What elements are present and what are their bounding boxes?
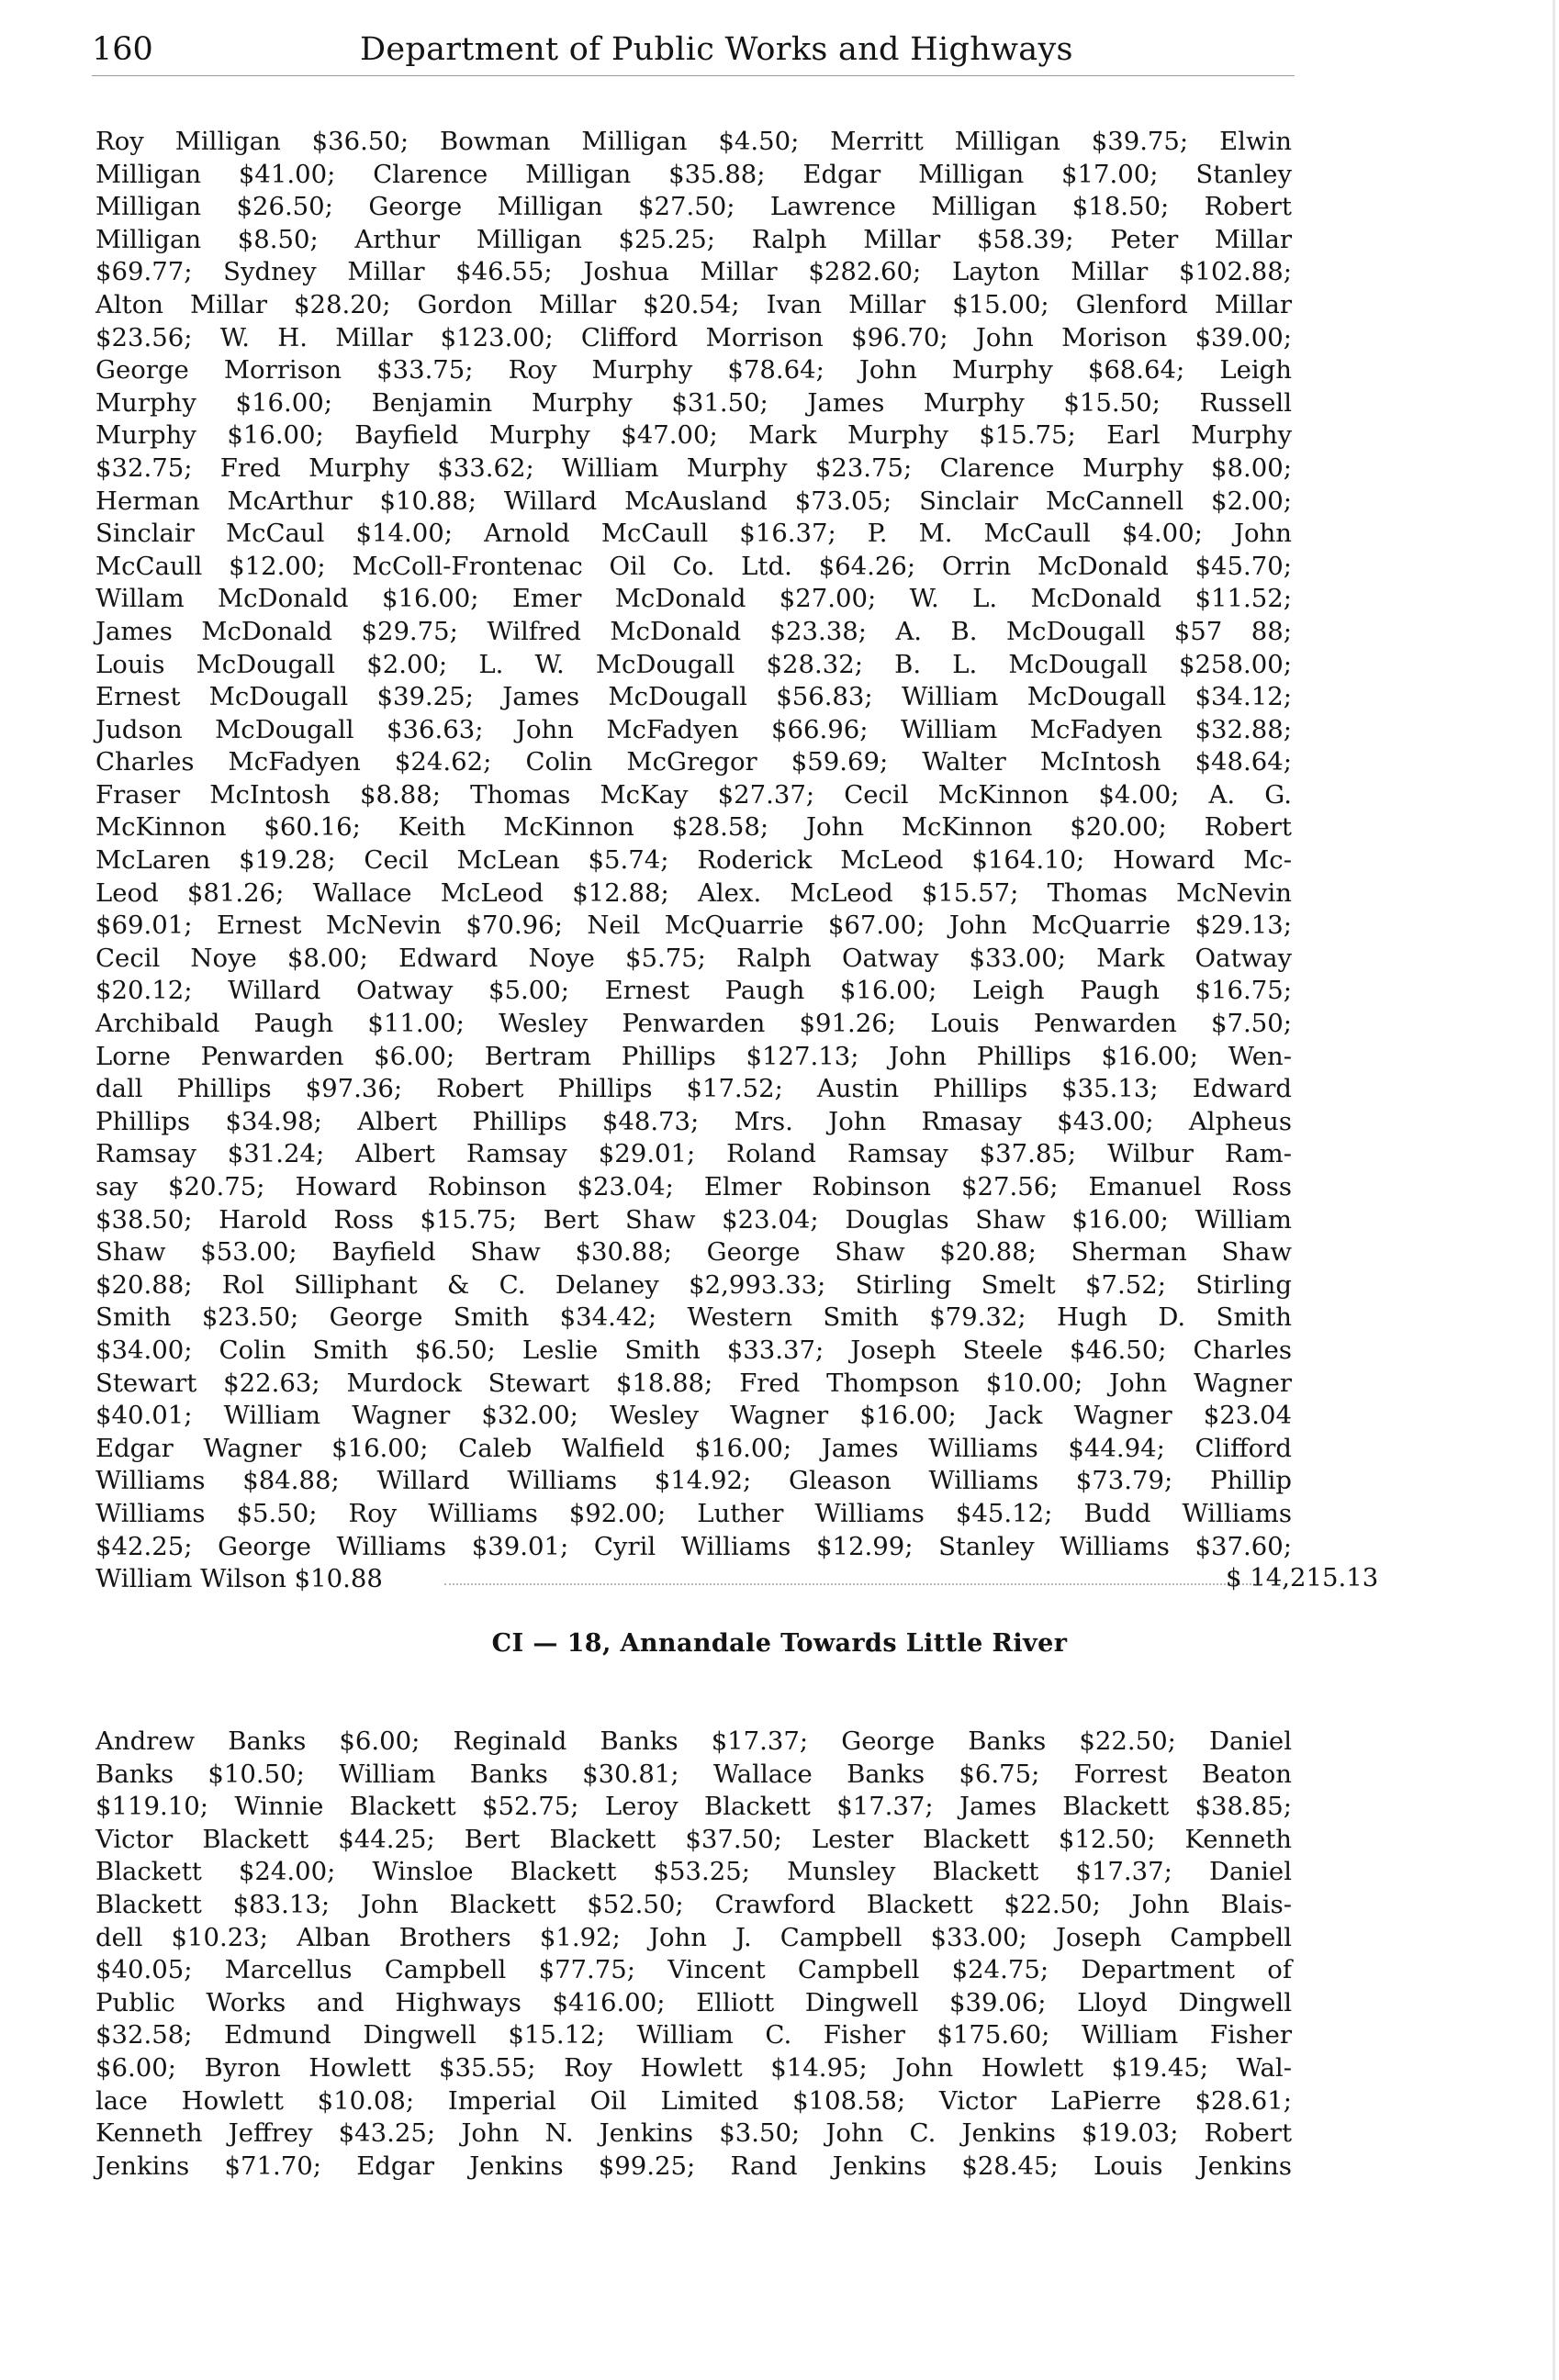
section-1-text-line: Milligan $26.50; George Milligan $27.50; Lawrence Milligan $18.50; Robert [95,192,1292,222]
section-1-text-line: McKinnon $60.16; Keith McKinnon $28.58; John McKinnon $20.00; Robert [95,812,1292,843]
section-1-text-line: Phillips $34.98; Albert Phillips $48.73; Mrs. John Rmasay $43.00; Alpheus [95,1106,1292,1136]
section-1-text-line: Sinclair McCaul $14.00; Arnold McCaull $16.37; P. M. McCaull $4.00; John [95,519,1292,549]
payment-list-section-1 [95,126,1292,1596]
section-1-text-line: Murphy $16.00; Bayfield Murphy $47.00; Mark Murphy $15.75; Earl Murphy [95,420,1292,451]
section-1-text-line: Herman McArthur $10.88; Willard McAusland $73.05; Sinclair McCannell $2.00; [95,486,1292,516]
section-2-text-line: $32.58; Edmund Dingwell $15.12; William C. Fisher $175.60; William Fisher [95,2020,1292,2050]
section-1-text-line: McCaull $12.00; McColl-Frontenac Oil Co. Ltd. $64.26; Orrin McDonald $45.70; [95,551,1292,581]
section-1-text-line: Murphy $16.00; Benjamin Murphy $31.50; James Murphy $15.50; Russell [95,387,1292,418]
section-1-text-line: Lorne Penwarden $6.00; Bertram Phillips $127.13; John Phillips $16.00; Wen- [95,1041,1292,1071]
section-1-text-line: $34.00; Colin Smith $6.50; Leslie Smith $33.37; Joseph Steele $46.50; Charles [95,1335,1292,1365]
section-1-text-line: Alton Millar $28.20; Gordon Millar $20.54; Ivan Millar $15.00; Glenford Millar [95,289,1292,319]
section-1-text-line: say $20.75; Howard Robinson $23.04; Elmer Robinson $27.56; Emanuel Ross [95,1172,1292,1201]
section-1-text-line: Smith $23.50; George Smith $34.42; Western Smith $79.32; Hugh D. Smith [95,1302,1292,1333]
section-1-text-line: Archibald Paugh $11.00; Wesley Penwarden $91.26; Louis Penwarden $7.50; [95,1009,1292,1039]
section-1-text-line: $42.25; George Williams $39.01; Cyril Williams $12.99; Stanley Williams $37.60; [95,1531,1292,1561]
section-2-text-line: Jenkins $71.70; Edgar Jenkins $99.25; Rand Jenkins $28.45; Louis Jenkins [95,2151,1292,2181]
section-1-text-line: $69.01; Ernest McNevin $70.96; Neil McQuarrie $67.00; John McQuarrie $29.13; [95,911,1292,941]
section-2-text-line: Kenneth Jeffrey $43.25; John N. Jenkins $3.50; John C. Jenkins $19.03; Robert [95,2118,1292,2149]
section-1-text-line: $40.01; William Wagner $32.00; Wesley Wagner $16.00; Jack Wagner $23.04 [95,1401,1292,1431]
section-1-total: $ 14,215.13 [1226,1563,1379,1593]
section-1-text-line: Roy Milligan $36.50; Bowman Milligan $4.50; Merritt Milligan $39.75; Elwin [95,127,1292,156]
section-1-text-line: Ernest McDougall $39.25; James McDougall $56.83; William McDougall $34.12; [95,682,1292,712]
section-2-text-line: Public Works and Highways $416.00; Elliott Dingwell $39.06; Lloyd Dingwell [95,1987,1292,2017]
section-2-text-line: Banks $10.50; William Banks $30.81; Wallace Banks $6.75; Forrest Beaton [95,1759,1292,1789]
section-2-text-line: $40.05; Marcellus Campbell $77.75; Vincent Campbell $24.75; Department of [95,1955,1292,1985]
section-2-text-line: dell $10.23; Alban Brothers $1.92; John J. Campbell $33.00; Joseph Campbell [95,1922,1292,1952]
section-1-text-line: Willam McDonald $16.00; Emer McDonald $27.00; W. L. McDonald $11.52; [95,584,1292,614]
section-1-total-line [95,1563,1292,1596]
section-1-text-line: Williams $84.88; Willard Williams $14.92; Gleason Williams $73.79; Phillip [95,1466,1292,1496]
section-1-text-line: Cecil Noye $8.00; Edward Noye $5.75; Ralph Oatway $33.00; Mark Oatway [95,943,1292,973]
section-1-text-line: James McDonald $29.75; Wilfred McDonald $23.38; A. B. McDougall $57 88; [95,616,1292,646]
leader-dots [444,1583,1262,1585]
section-1-text-line: Edgar Wagner $16.00; Caleb Walfield $16.00; James Williams $44.94; Clifford [95,1433,1292,1463]
section-1-text-line: Williams $5.50; Roy Williams $92.00; Luther Williams $45.12; Budd Williams [95,1498,1292,1528]
section-1-text-line: Shaw $53.00; Bayfield Shaw $30.88; George Shaw $20.88; Sherman Shaw [95,1237,1292,1268]
running-head: Department of Public Works and Highways [360,31,1073,68]
section-1-text-line: $32.75; Fred Murphy $33.62; William Murphy $23.75; Clarence Murphy $8.00; [95,453,1292,483]
section-2-text-line: $119.10; Winnie Blackett $52.75; Leroy Blackett $17.37; James Blackett $38.85; [95,1792,1292,1822]
section-1-text-line: Stewart $22.63; Murdock Stewart $18.88; Fred Thompson $10.00; John Wagner [95,1368,1292,1398]
page-fold-shadow [1553,0,1555,2380]
section-2-text-line: lace Howlett $10.08; Imperial Oil Limited $108.58; Victor LaPierre $28.61; [95,2085,1292,2116]
section-1-text-line: $23.56; W. H. Millar $123.00; Clifford Morrison $96.70; John Morison $39.00; [95,322,1292,352]
section-1-text-line: $20.88; Rol Silliphant & C. Delaney $2,993.33; Stirling Smelt $7.52; Stirling [95,1269,1292,1300]
section-2-text-line: Andrew Banks $6.00; Reginald Banks $17.37; George Banks $22.50; Daniel [95,1726,1292,1756]
payment-list-section-2 [95,1726,1292,2183]
section-1-text-line: Leod $81.26; Wallace McLeod $12.88; Alex. McLeod $15.57; Thomas McNevin [95,877,1292,908]
section-1-text-line: Louis McDougall $2.00; L. W. McDougall $28.32; B. L. McDougall $258.00; [95,649,1292,679]
section-2-text-line: Blackett $83.13; John Blackett $52.50; Crawford Blackett $22.50; John Blais- [95,1889,1292,1919]
section-1-text-line: Charles McFadyen $24.62; Colin McGregor $59.69; Walter McIntosh $48.64; [95,747,1292,777]
section-title: CI — 18, Annandale Towards Little River [491,1629,1068,1658]
section-2-text-line: Blackett $24.00; Winsloe Blackett $53.25; Munsley Blackett $17.37; Daniel [95,1857,1292,1887]
section-1-text-line: George Morrison $33.75; Roy Murphy $78.64; John Murphy $68.64; Leigh [95,355,1292,385]
section-1-text-line: Milligan $8.50; Arthur Milligan $25.25; Ralph Millar $58.39; Peter Millar [95,224,1292,254]
page-number: 160 [92,31,153,68]
section-1-last-line: William Wilson $10.88 [95,1563,388,1596]
section-2-text-line: $6.00; Byron Howlett $35.55; Roy Howlett $14.95; John Howlett $19.45; Wal- [95,2052,1292,2083]
section-1-text-line: Judson McDougall $36.63; John McFadyen $66.96; William McFadyen $32.88; [95,714,1292,744]
section-1-text-line: $20.12; Willard Oatway $5.00; Ernest Paugh $16.00; Leigh Paugh $16.75; [95,976,1292,1006]
section-1-text-line: McLaren $19.28; Cecil McLean $5.74; Roderick McLeod $164.10; Howard Mc- [95,845,1292,876]
section-2-text-line: Victor Blackett $44.25; Bert Blackett $37.50; Lester Blackett $12.50; Kenneth [95,1824,1292,1854]
section-1-text-line: $69.77; Sydney Millar $46.55; Joshua Millar $282.60; Layton Millar $102.88; [95,257,1292,287]
page-header [92,28,1295,76]
section-1-text-line: dall Phillips $97.36; Robert Phillips $17.52; Austin Phillips $35.13; Edward [95,1074,1292,1104]
section-1-text-line: Fraser McIntosh $8.88; Thomas McKay $27.37; Cecil McKinnon $4.00; A. G. [95,779,1292,810]
section-1-text-line: Ramsay $31.24; Albert Ramsay $29.01; Roland Ramsay $37.85; Wilbur Ram- [95,1139,1292,1169]
section-1-text-line: Milligan $41.00; Clarence Milligan $35.88; Edgar Milligan $17.00; Stanley [95,159,1292,189]
section-1-text-line: $38.50; Harold Ross $15.75; Bert Shaw $23.04; Douglas Shaw $16.00; William [95,1204,1292,1235]
